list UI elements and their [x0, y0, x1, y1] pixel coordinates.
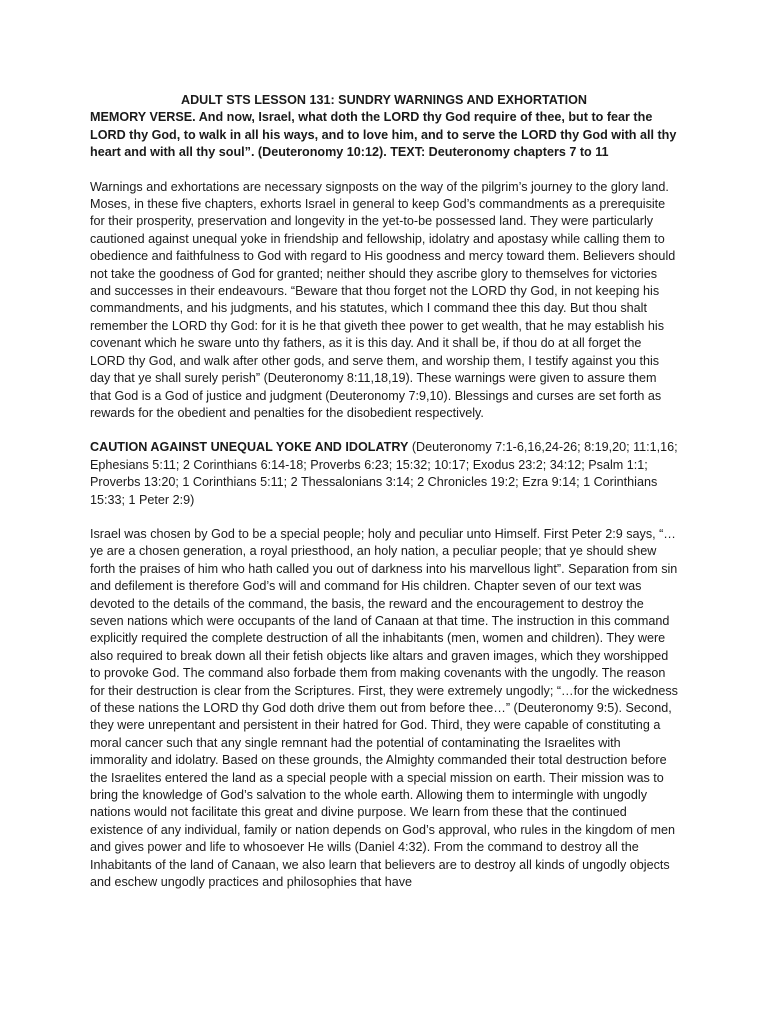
- document-page: [90, 92, 678, 908]
- section-body-paragraph: Israel was chosen by God to be a special people; holy and peculiar unto Himself. First Peter 2:9 says, “…ye are a chosen generation, a royal priesthood, an holy nation, a peculiar people; that ye should shew forth the praises of him who hath called you out of darkness into his marvellous light”. Separation from sin and defilement is therefore God’s will and command for His children. Chapter seven of our text was devoted to the details of the command, the basis, the reward and the encouragement to destroy the seven nations which were occupants of the land of Canaan at that time. The instruction in this command explicitly required the complete destruction of all the inhabitants (men, women and children). They were also required to break down all their fetish objects like altars and graven images, which they worshipped to provoke God. The command also forbade them from making covenants with the ungodly. The reason for their destruction is clear from the Scriptures. First, they were extremely ungodly; “…for the wickedness of these nations the LORD thy God doth drive them out from before thee…” (Deuteronomy 9:5). Second, they were unrepentant and persistent in their hatred for God. Third, they were capable of constituting a moral cancer such that any single remnant had the potential of contaminating the Israelites with immorality and idolatry. Based on these grounds, the Almighty commanded their total destruction before the Israelites entered the land as a special people with a special mission on earth. Their mission was to bring the knowledge of God’s salvation to the whole earth. Allowing them to intermingle with ungodly nations would not facilitate this great and divine purpose. We learn from these that the continued existence of any individual, family or nation depends on God’s approval, who rules in the kingdom of men and gives power and life to whosoever He wills (Daniel 4:32). From the command to destroy all the Inhabitants of the land of Canaan, we also learn that believers are to destroy all kinds of ungodly objects and eschew ungodly practices and philosophies that have: [90, 526, 678, 890]
- section-caution-references: [90, 439, 678, 509]
- memory-verse: MEMORY VERSE. And now, Israel, what doth the LORD thy God require of thee, but to fear the LORD thy God, to walk in all his ways, and to love him, and to serve the LORD thy God with all thy heart and with all thy soul”. (Deuteronomy 10:12). TEXT: Deuteronomy chapters 7 to 11: [90, 110, 677, 160]
- intro-paragraph: Warnings and exhortations are necessary signposts on the way of the pilgrim’s journey to the glory land. Moses, in these five chapters, exhorts Israel in general to keep God’s commandments as a prerequisite for their prosperity, preservation and longevity in the yet-to-be possessed land. They were particularly cautioned against unequal yoke in friendship and fellowship, idolatry and apostasy while calling them to obedience and faithfulness to God with regard to His goodness and mercy toward them. Believers should not take the goodness of God for granted; neither should they ascribe glory to themselves for victories and successes in their endeavours. “Beware that thou forget not the LORD thy God, in not keeping his commandments, and his judgments, and his statutes, which I command thee this day. But thou shalt remember the LORD thy God: for it is he that giveth thee power to get wealth, that he may establish his covenant which he sware unto thy fathers, as it is this day. And it shall be, if thou do at all forget the LORD thy God, and walk after other gods, and serve them, and worship them, I testify against you this day that ye shall surely perish” (Deuteronomy 8:11,18,19). These warnings were given to assure them that God is a God of justice and judgment (Deuteronomy 7:9,10). Blessings and curses are set forth as rewards for the obedient and penalties for the disobedient respectively.: [90, 179, 676, 420]
- section-heading: CAUTION AGAINST UNEQUAL YOKE AND IDOLATRY: [90, 440, 409, 455]
- section-references: (Deuteronomy 7:1-6,16,24-26; 8:19,20; 11:1,16; Ephesians 5:11; 2 Corinthians 6:14-18; Proverbs 6:23; 15:32; 10:17; Exodus 23:2; 34:12; Psalm 1:1; Proverbs 13:20; 1 Corinthians 5:11; 2 Thessalonians 3:14; 2 Chronicles 19:2; Ezra 9:14; 1 Corinthians 15:33; 1 Peter 2:9): [90, 440, 678, 507]
- lesson-title: ADULT STS LESSON 131: SUNDRY WARNINGS AND EXHORTATION: [180, 93, 588, 107]
